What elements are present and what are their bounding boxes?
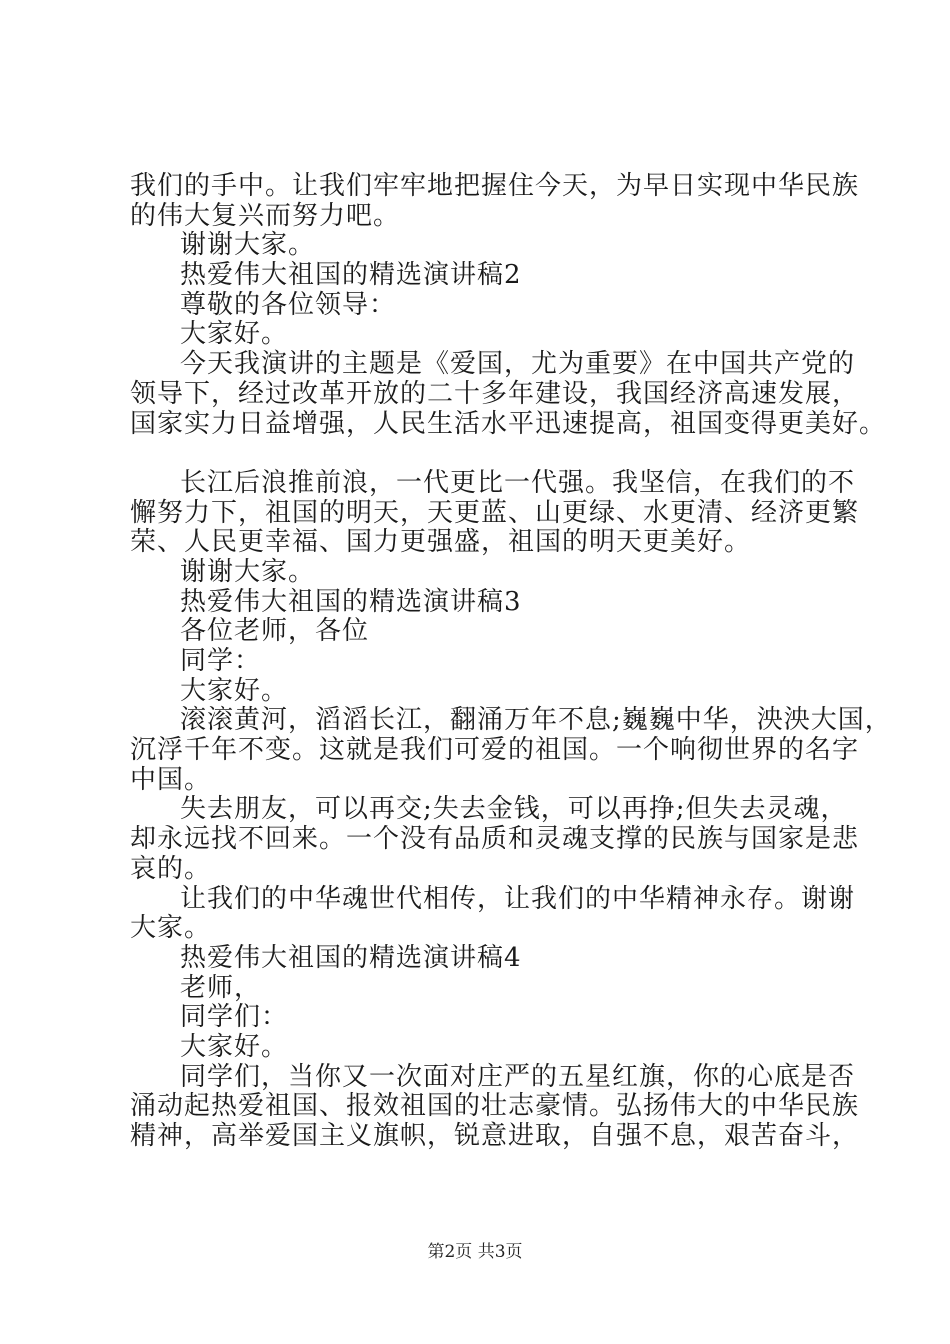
text-line: 领导下，经过改革开放的二十多年建设，我国经济高速发展， bbox=[130, 378, 860, 409]
text-line: 谢谢大家。 bbox=[180, 230, 316, 261]
text-line: 同学： bbox=[180, 646, 262, 676]
text-line: 国家实力日益增强，人民生活水平迅速提高，祖国变得更美好。 bbox=[130, 408, 887, 439]
text-line: 中国。 bbox=[130, 764, 212, 795]
text-line: 热爱伟大祖国的精选演讲稿3 bbox=[180, 586, 522, 617]
text-line: 的伟大复兴而努力吧。 bbox=[130, 200, 401, 231]
text-line: 大家好。 bbox=[180, 675, 289, 706]
document-body bbox=[130, 171, 892, 1152]
text-line: 热爱伟大祖国的精选演讲稿4 bbox=[180, 942, 522, 973]
text-line: 懈努力下，祖国的明天，天更蓝、山更绿、水更清、经济更繁 bbox=[130, 497, 860, 528]
text-line: 大家好。 bbox=[180, 319, 289, 350]
text-line: 失去朋友，可以再交;失去金钱，可以再挣;但失去灵魂， bbox=[180, 794, 848, 825]
text-line: 同学们，当你又一次面对庄严的五星红旗，你的心底是否 bbox=[180, 1061, 856, 1092]
text-line: 滚滚黄河，滔滔长江，翻涌万年不息;巍巍中华，泱泱大国， bbox=[180, 705, 892, 736]
text-line: 尊敬的各位领导： bbox=[180, 289, 397, 320]
text-line: 同学们： bbox=[180, 1002, 289, 1033]
text-line: 却永远找不回来。一个没有品质和灵魂支撑的民族与国家是悲 bbox=[130, 824, 860, 855]
blank-line bbox=[130, 439, 850, 469]
text-line: 今天我演讲的主题是《爱国，尤为重要》在中国共产党的 bbox=[180, 349, 856, 380]
text-line: 涌动起热爱祖国、报效祖国的壮志豪情。弘扬伟大的中华民族 bbox=[130, 1091, 860, 1122]
text-line: 长江后浪推前浪，一代更比一代强。我坚信，在我们的不 bbox=[180, 467, 856, 498]
text-line: 荣、人民更幸福、国力更强盛，祖国的明天更美好。 bbox=[130, 527, 752, 558]
text-line: 我们的手中。让我们牢牢地把握住今天，为早日实现中华民族 bbox=[130, 171, 860, 201]
text-line: 哀的。 bbox=[130, 853, 212, 884]
text-line: 热爱伟大祖国的精选演讲稿2 bbox=[180, 260, 522, 291]
text-line: 大家好。 bbox=[180, 1031, 289, 1062]
text-line: 沉浮千年不变。这就是我们可爱的祖国。一个响彻世界的名字 bbox=[130, 735, 860, 766]
page-number-label: 第2页 共3页 bbox=[427, 1242, 523, 1262]
text-line: 谢谢大家。 bbox=[180, 556, 316, 587]
text-line: 老师， bbox=[180, 972, 262, 1003]
text-line: 各位老师，各位 bbox=[180, 616, 370, 647]
text-line: 精神，高举爱国主义旗帜，锐意进取，自强不息，艰苦奋斗， bbox=[130, 1121, 860, 1151]
text-line: 大家。 bbox=[130, 913, 212, 944]
page-footer bbox=[0, 1240, 950, 1264]
text-line: 让我们的中华魂世代相传，让我们的中华精神永存。谢谢 bbox=[180, 883, 856, 914]
